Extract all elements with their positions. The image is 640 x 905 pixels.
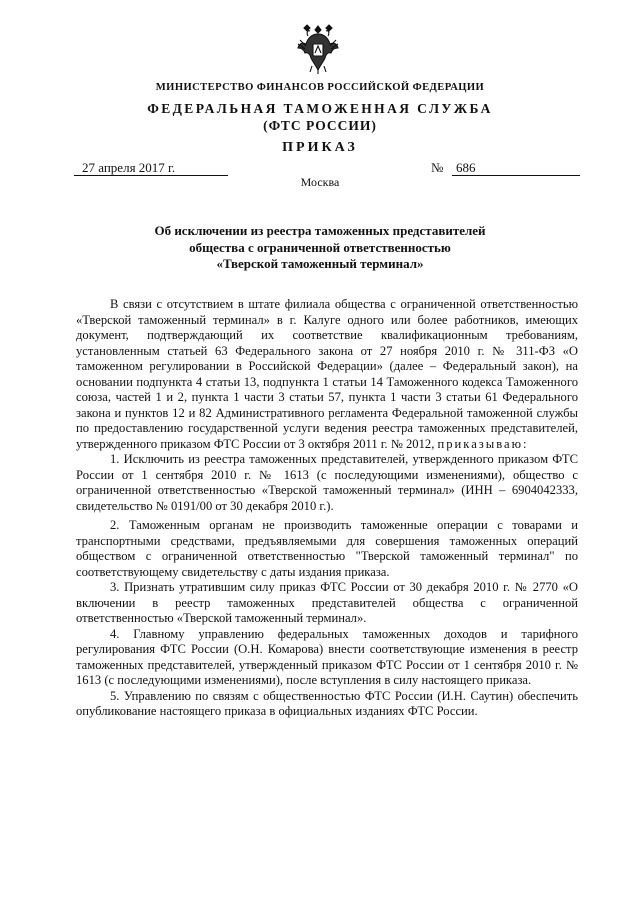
subject-line: «Тверской таможенный терминал» (216, 256, 424, 271)
order-body (76, 297, 578, 720)
service-name: ФЕДЕРАЛЬНАЯ ТАМОЖЕННАЯ СЛУЖБА (147, 101, 493, 116)
preamble-paragraph (76, 297, 578, 452)
service-short-name: (ФТС РОССИИ) (263, 118, 377, 133)
order-number-sign: № (431, 160, 444, 175)
order-item-2: 2. Таможенным органам не производить таможенные операции с товарами и транспортными средствами, предъявляемыми для совершения таможенных операций обществом с ограниченной ответственностью "Тверской таможенный терминал" по соответствующему свидетельству с даты издания приказа. (76, 518, 578, 579)
order-item-3: 3. Признать утратившим силу приказ ФТС России от 30 декабря 2010 г. № 2770 «О включении в реестр таможенных представителей общества с ограниченной ответственностью «Тверской таможенный терминал». (76, 580, 578, 625)
document-type: ПРИКАЗ (282, 140, 358, 155)
order-city: Москва (300, 175, 340, 189)
order-subject (0, 223, 640, 273)
order-item-1: 1. Исключить из реестра таможенных представителей, утвержденного приказом ФТС России от 1 сентября 2010 г. № 1613 (с последующими изменениями), общество с ограниченной ответственностью «Тверской таможенный терминал» (ИНН – 6904042333, свидетельство № 0191/00 от 30 декабря 2010 г.). (76, 452, 578, 513)
order-item-4: 4. Главному управлению федеральных таможенных доходов и тарифного регулирования ФТС России (О.Н. Комарова) внести соответствующие изменения в реестр таможенных представителей, утвержденный приказом ФТС России от 1 сентября 2010 г. № 1613 (с последующими изменениями), после вступления в силу настоящего приказа. (76, 626, 578, 687)
directive-word: приказываю: (437, 436, 529, 451)
order-item-5: 5. Управлению по связям с общественностью ФТС России (И.Н. Саутин) обеспечить опубликование настоящего приказа в официальных изданиях ФТС России. (76, 688, 578, 718)
preamble-text: В связи с отсутствием в штате филиала общества с ограниченной ответственностью «Тверской таможенный терминал» в г. Калуге одного или более работников, имеющих документ, подтверждающий их соответствие квалификационным требованиям, установленным статьей 63 Федерального закона от 27 ноября 2010 г. № 311-ФЗ «О таможенном регулировании в Российской Федерации» (далее – Федеральный закон), на основании подпункта 4 статьи 13, подпункта 1 статьи 14 Таможенного кодекса Таможенного союза, частей 1 и 2, пункта 1 части 3 статьи 57, пункта 1 части 3 статьи 61 Федерального закона и пунктов 12 и 82 Административного регламента Федеральной таможенной службы по предоставлению государственной услуги ведения реестра таможенных представителей, утвержденного приказом ФТС России от 3 октября 2011 г. № 2012, (76, 297, 578, 451)
double-headed-eagle-emblem-icon (296, 22, 340, 74)
subject-line: Об исключении из реестра таможенных представителей (154, 223, 486, 238)
subject-line: общества с ограниченной ответственностью (189, 239, 451, 255)
order-date: 27 апреля 2017 г. (74, 160, 228, 176)
ministry-name: МИНИСТЕРСТВО ФИНАНСОВ РОССИЙСКОЙ ФЕДЕРАЦИИ (155, 82, 485, 93)
order-number: 686 (452, 160, 580, 176)
